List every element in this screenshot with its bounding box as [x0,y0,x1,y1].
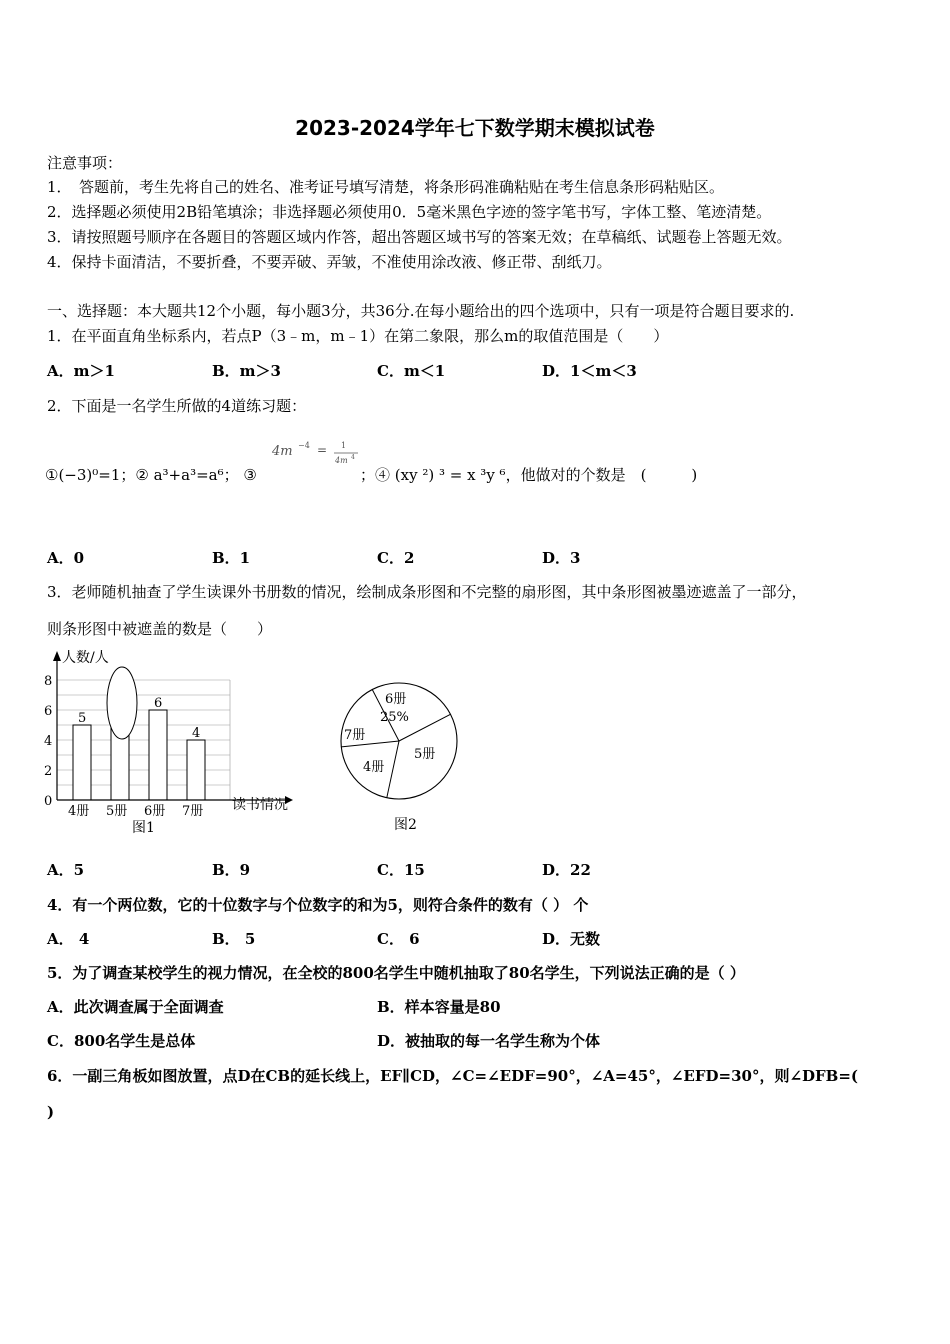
q3-option-a: A．5 [47,861,85,879]
pie-label-5: 5册 [414,747,436,762]
pie-label-6: 6册 [385,692,407,707]
q3-option-b: B．9 [212,861,251,879]
notice-item-4: 4．保持卡面清洁，不要折叠，不要弄破、弄皱，不准使用涂改液、修正带、刮纸刀。 [47,253,612,271]
q2-option-d: D．3 [542,549,581,567]
ink-blot [107,667,137,739]
pie-label-7: 7册 [344,728,366,743]
q2-option-c: C．2 [377,549,415,567]
formula-exponent: −4 [298,441,310,450]
question-3-stem-1: 3．老师随机抽查了学生读课外书册数的情况，绘制成条形图和不完整的扇形图，其中条形图被墨迹遮盖了一部分， [47,583,807,601]
q4-option-c: C． 6 [377,930,420,948]
y-axis-label: 人数/人 [62,650,109,666]
formula-denominator-exponent: 4 [351,454,355,461]
formula-base: 4m [272,444,293,459]
bar [73,725,91,800]
q3-option-d: D．22 [542,861,591,879]
question-3-stem-2: 则条形图中被遮盖的数是（ ） [47,620,273,638]
q1-option-a: A．m＞1 [47,362,115,380]
page-title: 2023-2024学年七下数学期末模拟试卷 [295,116,655,140]
bar [149,710,167,800]
figure-2-caption: 图2 [394,817,417,833]
notice-item-3: 3．请按照题号顺序在各题目的答题区域内作答，超出答题区域书写的答案无效；在草稿纸、试题卷上答题无效。 [47,228,792,246]
y-axis-arrow [53,651,61,661]
y-tick-label: 6 [44,704,53,719]
q4-option-d: D．无数 [542,930,601,948]
question-6-stem-2: ) [47,1103,55,1121]
q5-option-d: D．被抽取的每一名学生称为个体 [377,1032,601,1050]
notice-item-2: 2．选择题必须使用2B铅笔填涂；非选择题必须使用0．5毫米黑色字迹的签字笔书写，字体工整、笔迹清楚。 [47,203,772,221]
bar-value-label: 4 [192,726,201,741]
q2-option-b: B．1 [212,549,251,567]
bar [187,740,205,800]
x-tick-label: 6册 [144,804,166,819]
q2-line-part-b: ；④ (xy ²) ³ = x ³y ⁶，他做对的个数是 ( ) [360,466,698,484]
q2-option-a: A．0 [47,549,85,567]
question-4-stem: 4．有一个两位数，它的十位数字与个位数字的和为5，则符合条件的数有（ ） 个 [47,896,589,914]
q1-option-b: B．m＞3 [212,362,281,380]
x-tick-label: 7册 [182,804,204,819]
bar-chart [40,645,310,840]
question-1-stem: 1．在平面直角坐标系内，若点P（3﹣m，m﹣1）在第二象限，那么m的取值范围是（ ） [47,327,669,345]
bar-value-label: 5 [78,711,87,726]
question-6-stem-1: 6．一副三角板如图放置，点D在CB的延长线上，EF∥CD，∠C=∠EDF=90°，∠A=45°，∠EFD=30°，则∠DFB=( [47,1067,859,1085]
q5-option-b: B．样本容量是80 [377,998,501,1016]
x-tick-label: 5册 [106,804,128,819]
formula-denominator: 4m [335,456,348,465]
question-2-stem: 2．下面是一名学生所做的4道练习题： [47,397,307,415]
x-tick-label: 4册 [68,804,90,819]
q2-line-part-a: ①(−3)⁰=1；② a³+a³=a⁶； ③ [45,466,257,484]
y-tick-label: 0 [44,794,53,809]
section-heading: 一、选择题：本大题共12个小题，每小题3分，共36分.在每小题给出的四个选项中，只有一项是符合题目要求的. [47,302,795,320]
q4-option-b: B． 5 [212,930,256,948]
notice-heading: 注意事项： [47,154,123,172]
y-tick-label: 8 [44,674,53,689]
pie-chart [330,675,470,837]
pie-percent-6: 25% [380,710,409,725]
q1-option-d: D．1＜m＜3 [542,362,637,380]
formula-image [270,436,370,470]
q5-option-c: C．800名学生是总体 [47,1032,196,1050]
q5-option-a: A．此次调查属于全面调查 [47,998,224,1016]
q4-option-a: A． 4 [47,930,90,948]
question-5-stem: 5．为了调查某校学生的视力情况，在全校的800名学生中随机抽取了80名学生，下列说法正确的是（ ） [47,964,745,982]
figure-1-caption: 图1 [132,820,155,836]
notice-item-1: 1． 答题前，考生先将自己的姓名、准考证号填写清楚，将条形码准确粘贴在考生信息条形码粘贴区。 [47,178,725,196]
q1-option-c: C．m＜1 [377,362,446,380]
formula-numerator: 1 [341,441,347,450]
pie-label-4: 4册 [363,760,385,775]
x-axis-label: 读书情况 [232,797,288,813]
y-tick-label: 2 [44,764,53,779]
y-tick-label: 4 [44,734,53,749]
bar-value-label: 6 [154,696,163,711]
q3-option-c: C．15 [377,861,425,879]
formula-equals: = [317,443,328,457]
